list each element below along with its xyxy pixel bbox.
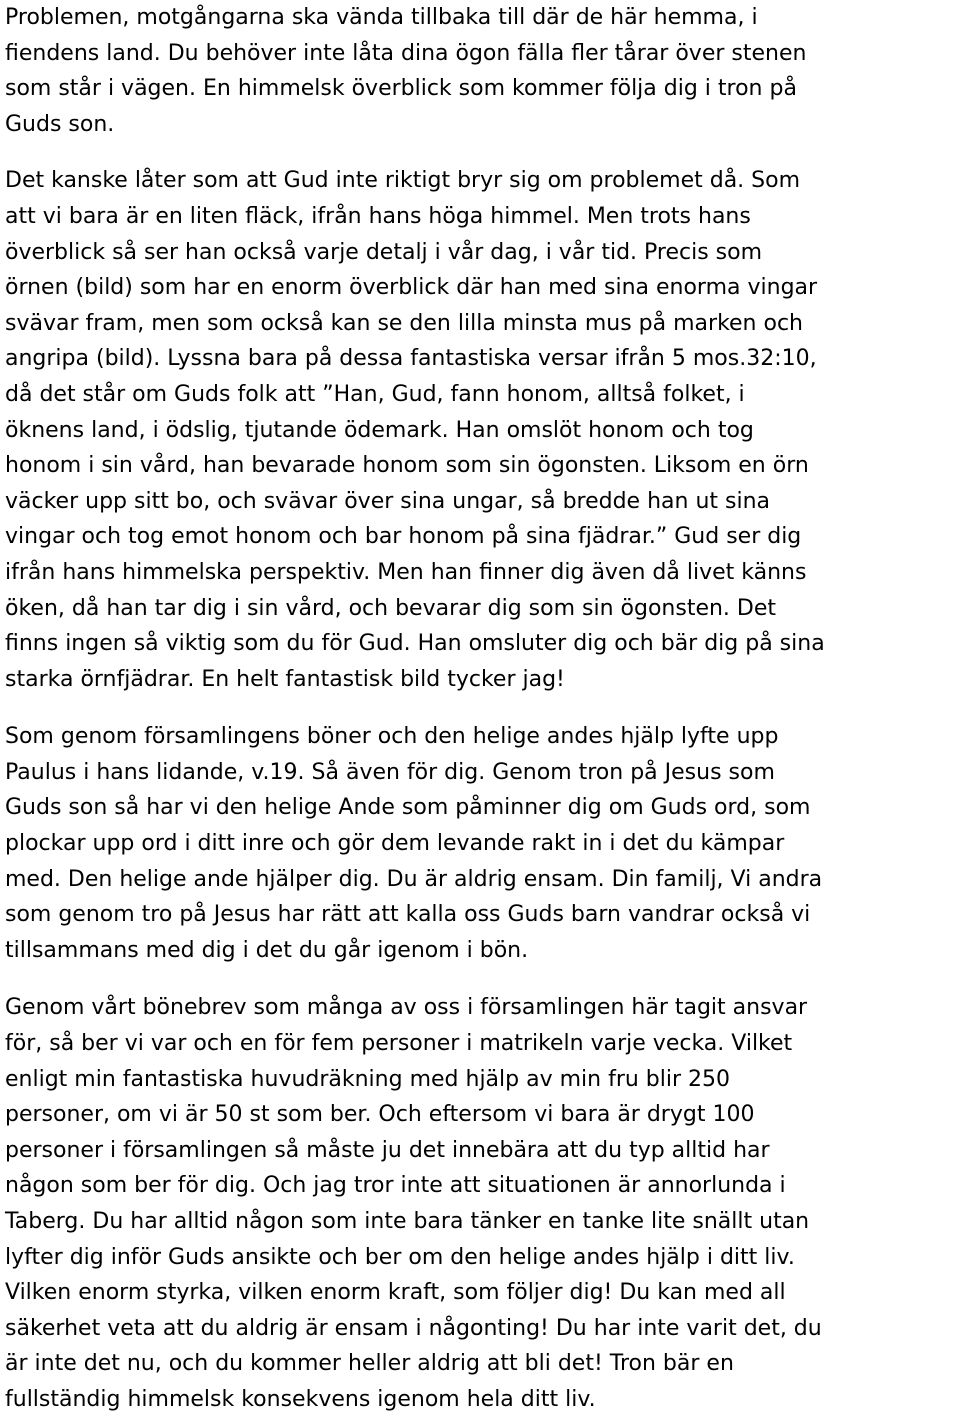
text-line: Paulus i hans lidande, v.19. Så även för dig. Genom tron på Jesus som <box>5 759 775 785</box>
paragraph-spacer <box>5 968 956 990</box>
text-line: är inte det nu, och du kommer heller aldrig att bli det! Tron bär en <box>5 1351 734 1377</box>
text-line: väcker upp sitt bo, och svävar över sina ungar, så bredde han ut sina <box>5 488 771 514</box>
text-line: plockar upp ord i ditt inre och gör dem levande rakt in i det du kämpar <box>5 831 785 857</box>
text-line: vingar och tog emot honom och bar honom på sina fjädrar.” Gud ser dig <box>5 524 802 550</box>
text-line: tillsammans med dig i det du går igenom i bön. <box>5 937 529 963</box>
text-line: som genom tro på Jesus har rätt att kalla oss Guds barn vandrar också vi <box>5 902 811 928</box>
text-line: överblick så ser han också varje detalj i vår dag, i vår tid. Precis som <box>5 239 763 265</box>
text-line: Guds son så har vi den helige Ande som påminner dig om Guds ord, som <box>5 795 811 821</box>
text-line: Som genom församlingens böner och den helige andes hjälp lyfte upp <box>5 724 779 750</box>
text-line: öken, då han tar dig i sin vård, och bevarar dig som sin ögonsten. Det <box>5 595 777 621</box>
text-line: Vilken enorm styrka, vilken enorm kraft, som följer dig! Du kan med all <box>5 1280 786 1306</box>
text-line: som står i vägen. En himmelsk överblick som kommer följa dig i tron på <box>5 76 797 102</box>
text-line: angripa (bild). Lyssna bara på dessa fantastiska versar ifrån 5 mos.32:10, <box>5 346 817 372</box>
text-line: öknens land, i ödslig, tjutande ödemark. Han omslöt honom och tog <box>5 417 754 443</box>
text-line: att vi bara är en liten fläck, ifrån hans höga himmel. Men trots hans <box>5 203 751 229</box>
text-line: Guds son. <box>5 111 115 137</box>
text-line: för, så ber vi var och en för fem personer i matrikeln varje vecka. Vilket <box>5 1031 793 1057</box>
text-line: honom i sin vård, han bevarade honom som sin ögonsten. Liksom en örn <box>5 453 809 479</box>
paragraph-spacer <box>5 142 956 163</box>
text-line: någon som ber för dig. Och jag tror inte att situationen är annorlunda i <box>5 1173 786 1199</box>
text-line: Det kanske låter som att Gud inte riktigt bryr sig om problemet då. Som <box>5 168 801 194</box>
text-line: då det står om Guds folk att ”Han, Gud, fann honom, alltså folket, i <box>5 381 745 407</box>
text-line: Taberg. Du har alltid någon som inte bara tänker en tanke lite snällt utan <box>5 1209 810 1234</box>
text-line: med. Den helige ande hjälper dig. Du är aldrig ensam. Din familj, Vi andra <box>5 866 823 892</box>
paragraph-2 <box>5 163 956 697</box>
text-line: Problemen, motgångarna ska vända tillbaka till där de här hemma, i <box>5 5 758 30</box>
text-line: fullständig himmelsk konsekvens igenom hela ditt liv. <box>5 1386 596 1412</box>
paragraph-3 <box>5 719 956 968</box>
text-line: ifrån hans himmelska perspektiv. Men han finner dig även då livet känns <box>5 559 807 585</box>
text-line: enligt min fantastiska huvudräkning med hjälp av min fru blir 250 <box>5 1066 731 1092</box>
text-line: personer, om vi är 50 st som ber. Och eftersom vi bara är drygt 100 <box>5 1102 755 1128</box>
text-line: lyfter dig inför Guds ansikte och ber om den helige andes hjälp i ditt liv. <box>5 1244 795 1270</box>
text-line: personer i församlingen så måste ju det innebära att du typ alltid har <box>5 1137 770 1163</box>
text-line: fiendens land. Du behöver inte låta dina ögon fälla fler tårar över stenen <box>5 40 807 66</box>
text-line: svävar fram, men som också kan se den lilla minsta mus på marken och <box>5 310 803 336</box>
text-line: finns ingen så viktig som du för Gud. Han omsluter dig och bär dig på sina <box>5 631 825 657</box>
text-line: säkerhet veta att du aldrig är ensam i någonting! Du har inte varit det, du <box>5 1315 822 1341</box>
text-line: starka örnfjädrar. En helt fantastisk bild tycker jag! <box>5 666 565 692</box>
text-line: Genom vårt bönebrev som många av oss i församlingen här tagit ansvar <box>5 995 808 1021</box>
text-line: örnen (bild) som har en enorm överblick där han med sina enorma vingar <box>5 275 818 301</box>
paragraph-4 <box>5 990 956 1417</box>
paragraph-spacer <box>5 697 956 719</box>
paragraph-1 <box>5 0 956 142</box>
